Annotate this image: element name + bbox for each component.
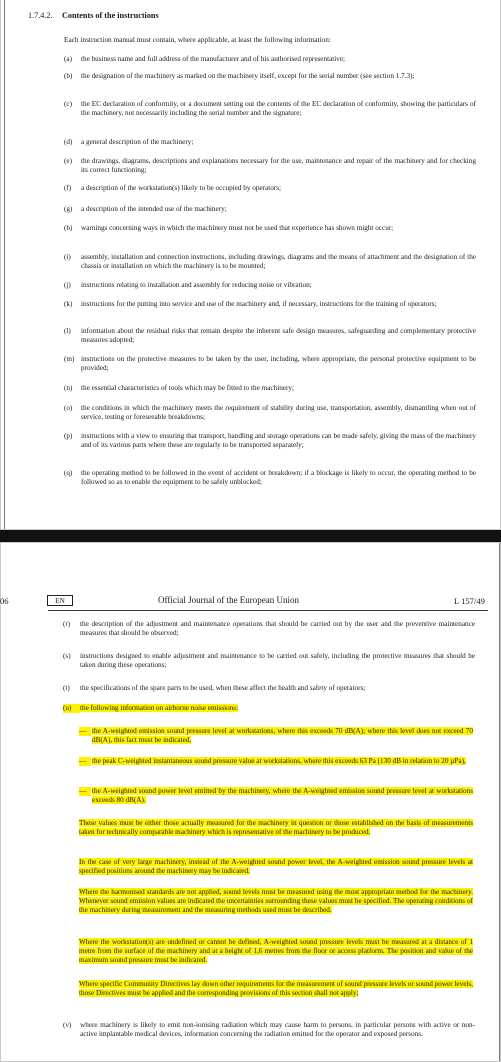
item-text: the business name and full address of the manufacturer and of his authorised representative; (81, 55, 346, 63)
noise-dash-item (79, 787, 473, 805)
list-item (64, 281, 476, 290)
item-text: the following information on airborne noise emissions: (80, 704, 239, 712)
list-item (64, 100, 476, 119)
list-item (64, 384, 476, 393)
item-label: (m) (64, 355, 75, 363)
item-label: (b) (64, 72, 73, 80)
item-label: (n) (64, 384, 73, 392)
item-text: the operating method to be followed in the event of accident or breakdown; if a blockage is likely to occur, the operating method to be followed so as to enable the equipment to be safely unblocked; (81, 469, 476, 487)
list-item (64, 184, 476, 193)
item-label: (h) (64, 224, 73, 232)
section-number: 1.7.4.2. (28, 11, 53, 20)
noise-paragraph (79, 938, 473, 966)
page-separator (0, 530, 501, 542)
item-text: assembly, installation and connection instructions, including drawings, diagrams and the means of attachment and the designation of the chassis or installation on which the machinery is to be mounted; (81, 253, 476, 271)
item-label: (f) (64, 184, 72, 192)
item-text: instructions on the protective measures to be taken by the user, including, where appropriate, the personal protective equipment to be provided; (81, 355, 476, 373)
noise-paragraph (79, 980, 473, 998)
item-text: a description of the workstation(s) likely to be occupied by operators; (81, 184, 281, 192)
page-number: 06 (0, 596, 9, 606)
list-item (64, 253, 476, 272)
item-label: (l) (64, 327, 71, 335)
section-intro: Each instruction manual must contain, where applicable, at least the following information: (64, 35, 331, 44)
list-item (63, 704, 475, 713)
paragraph-text: Where the workstation(s) are undefined or cannot be defined, A-weighted sound pressure levels must be measured at a distance of 1 metre from the surface of the machinery and at a height of 1,6 metres from the floor or access platform. The position and value of the maximum sound pressure must be indicated. (79, 938, 473, 965)
language-badge: EN (47, 595, 73, 606)
paragraph-text: These values must be either those actually measured for the machinery in question or those established on the basis of measurements taken for technically comparable machinery which is representative of the machinery to be produced. (79, 819, 473, 837)
paragraph-text: Where the harmonised standards are not applied, sound levels must be measured using the most appropriate method for the machinery. Whenever sound emission values are indicated the uncertainties surrounding these values must be specified. The operating conditions of the machinery during measurement and the measuring methods used must be described. (79, 888, 473, 915)
list-item (63, 652, 475, 671)
item-label: (u) (63, 704, 80, 713)
noise-paragraph (79, 819, 473, 837)
noise-dash-item (79, 727, 473, 745)
page-edge-line (499, 543, 500, 1062)
item-label: (q) (64, 469, 73, 477)
item-text: instructions with a view to ensuring that transport, handling and storage operations can be made safely, giving the mass of the machinery and of its various parts where these are regularly to be transported separately; (81, 432, 476, 450)
list-item (64, 432, 476, 451)
item-text: the conditions in which the machinery meets the requirement of stability during use, transportation, assembly, dismantling when out of service, testing or foreseeable breakdowns; (81, 404, 476, 422)
item-label: (j) (64, 281, 71, 289)
paragraph-text: In the case of very large machinery, instead of the A-weighted sound power level, the A-weighted emission sound pressure levels at specified positions around the machinery may be indicated. (79, 858, 473, 876)
list-item (64, 55, 476, 64)
list-item (64, 205, 476, 214)
document-page-1 (0, 0, 501, 530)
item-label: (d) (64, 138, 73, 146)
list-item (64, 138, 476, 147)
section-heading (28, 11, 159, 20)
dash-marker: — (79, 757, 91, 766)
header-rule (48, 610, 488, 611)
item-label: (p) (64, 432, 73, 440)
item-text: the drawings, diagrams, descriptions and explanations necessary for the use, maintenance and repair of the machinery and for checking its correct functioning; (81, 157, 476, 175)
item-text: a general description of the machinery; (81, 138, 194, 146)
item-text: the essential characteristics of tools which may be fitted to the machinery; (81, 384, 294, 392)
item-text: the EC declaration of conformity, or a document setting out the contents of the EC declaration of conformity, showing the particulars of the machinery, not necessarily including the serial number and the signature; (81, 100, 476, 118)
list-item (63, 620, 475, 639)
noise-paragraph (79, 858, 473, 876)
item-label: (v) (63, 1021, 72, 1029)
list-item (64, 355, 476, 374)
item-text: instructions relating to installation and assembly for reducing noise or vibration; (81, 281, 312, 289)
item-text: instructions for the putting into service and use of the machinery and, if necessary, instructions for the training of operators; (81, 300, 437, 308)
list-item (64, 72, 476, 81)
section-title: Contents of the instructions (62, 11, 159, 20)
paragraph-text: Where specific Community Directives lay down other requirements for the measurement of sound pressure levels or sound power levels, those Directives must be applied and the corresponding provisions of this section shall not apply; (79, 980, 473, 998)
item-text: information about the residual risks that remain despite the inherent safe design measures, safeguarding and complementary protective measures adopted; (81, 327, 476, 345)
list-item (64, 404, 476, 423)
item-label: (o) (64, 404, 73, 412)
item-label: (r) (63, 620, 71, 628)
dash-marker: — (79, 787, 91, 796)
item-text: the specifications of the spare parts to be used, when these affect the health and safety of operators; (80, 684, 366, 692)
dash-marker: — (79, 727, 91, 736)
item-label: (e) (64, 157, 72, 165)
dash-text: the peak C-weighted instantaneous sound pressure value at workstations, where this exceeds 63 Pa (130 dB in relation to 20 µPa), (92, 757, 466, 765)
dash-text: the A-weighted emission sound pressure level at workstations, where this exceeds 70 dB(A); where this level does not exceed 70 dB(A), this fact must be indicated, (92, 727, 473, 745)
item-label: (s) (63, 652, 71, 660)
item-text: where machinery is likely to emit non-ionising radiation which may cause harm to persons, in particular persons with active or non-active implantable medical devices, information concerning the radiation emitted for the operator and exposed persons. (80, 1021, 475, 1039)
noise-dash-item (79, 757, 473, 766)
item-text: the designation of the machinery as marked on the machinery itself, except for the serial number (see section 1.7.3); (81, 72, 415, 80)
noise-paragraph (79, 888, 473, 916)
list-item (64, 469, 476, 488)
journal-title: Official Journal of the European Union (158, 595, 300, 605)
item-label: (i) (64, 253, 71, 261)
running-header (0, 595, 501, 609)
journal-reference: L 157/49 (454, 596, 485, 606)
item-text: instructions designed to enable adjustment and maintenance to be carried out safely, including the protective measures that should be taken during these operations; (80, 652, 475, 670)
item-label: (k) (64, 300, 73, 308)
list-item (63, 1021, 475, 1040)
page-edge-line (4, 0, 5, 530)
list-item (64, 327, 476, 346)
dash-text: the A-weighted sound power level emitted by the machinery, where the A-weighted emission sound pressure level at workstations exceeds 80 dB(A). (92, 787, 473, 805)
item-text: warnings concerning ways in which the machinery must not be used that experience has shown might occur; (81, 224, 394, 232)
list-item (63, 684, 475, 693)
item-label: (g) (64, 205, 73, 213)
list-item (64, 300, 476, 309)
item-label: (a) (64, 55, 72, 63)
item-label: (t) (63, 684, 70, 692)
item-label: (c) (64, 100, 72, 108)
item-text: a description of the intended use of the machinery; (81, 205, 227, 213)
item-text: the description of the adjustment and maintenance operations that should be carried out by the user and the preventive maintenance measures that should be observed; (80, 620, 475, 638)
list-item (64, 224, 476, 233)
list-item (64, 157, 476, 176)
